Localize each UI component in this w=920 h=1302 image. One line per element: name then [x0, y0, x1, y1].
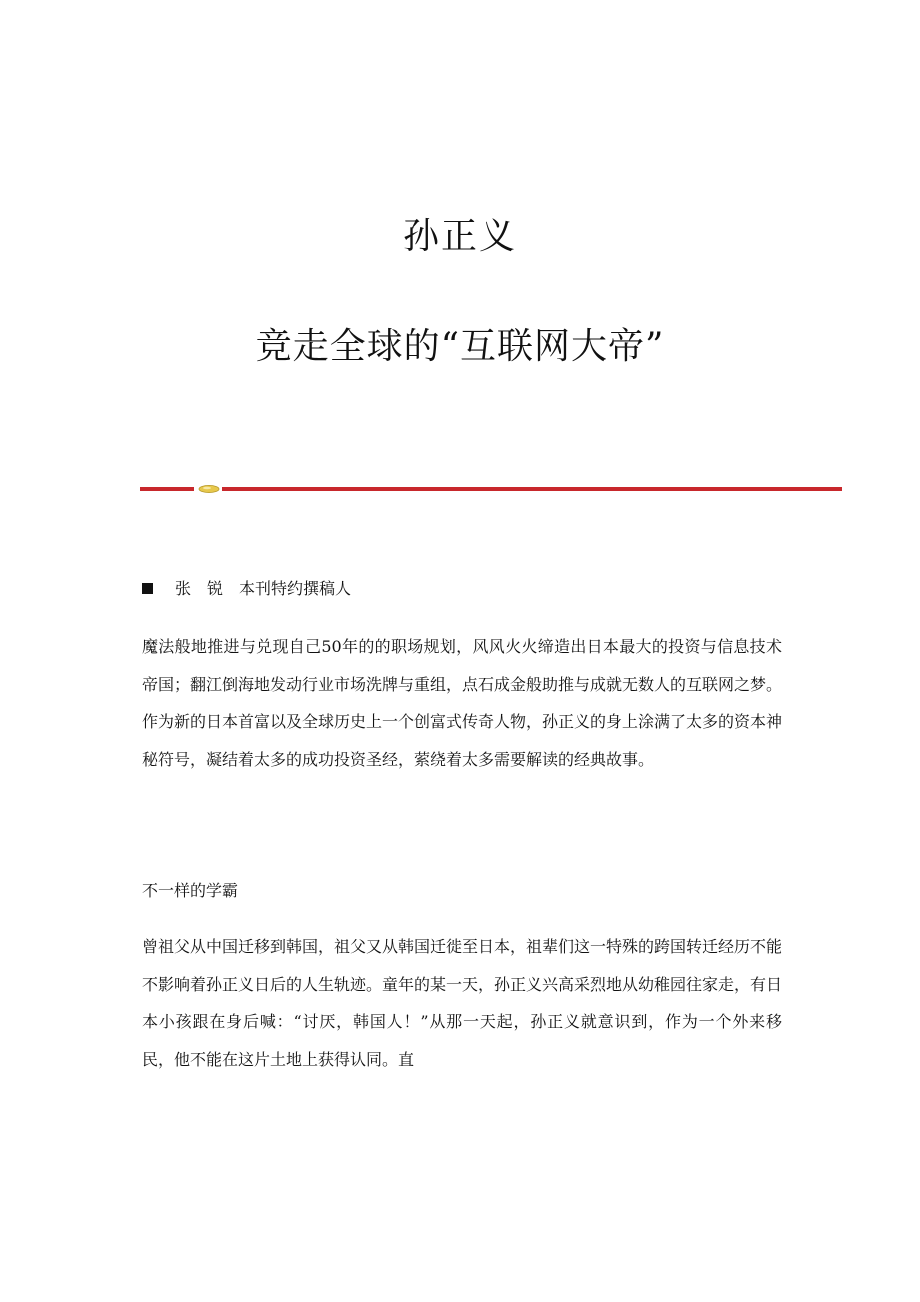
author-byline — [142, 576, 351, 602]
divider-line-left — [140, 487, 194, 491]
section-heading: 不一样的学霸 — [142, 881, 239, 900]
section-paragraph: 曾祖父从中国迁移到韩国，祖父又从韩国迁徙至日本，祖辈们这一特殊的跨国转迁经历不能不影响着孙正义日后的人生轨迹。童年的某一天，孙正义兴高采烈地从幼稚园往家走，有日本小孩跟在身后喊：“讨厌，韩国人！”从那一天起，孙正义就意识到，作为一个外来移民，他不能在这片土地上获得认同。直 — [142, 937, 783, 1069]
intro-paragraph: 魔法般地推进与兑现自己50年的的职场规划，风风火火缔造出日本最大的投资与信息技术帝国；翻江倒海地发动行业市场洗牌与重组，点石成金般助推与成就无数人的互联网之梦。作为新的日本首富以及全球历史上一个创富式传奇人物，孙正义的身上涂满了太多的资本神秘符号，凝结着太多的成功投资圣经，萦绕着太多需要解读的经典故事。 — [142, 637, 783, 769]
title-divider — [140, 484, 842, 494]
divider-ornament-icon — [198, 484, 220, 494]
byline-text: 张 锐 本刊特约撰稿人 — [175, 579, 352, 598]
page-subtitle: 竞走全球的“互联网大帝” — [255, 326, 665, 367]
black-square-icon — [142, 583, 153, 594]
divider-line-right — [222, 487, 842, 491]
page-title: 孙正义 — [402, 216, 517, 257]
